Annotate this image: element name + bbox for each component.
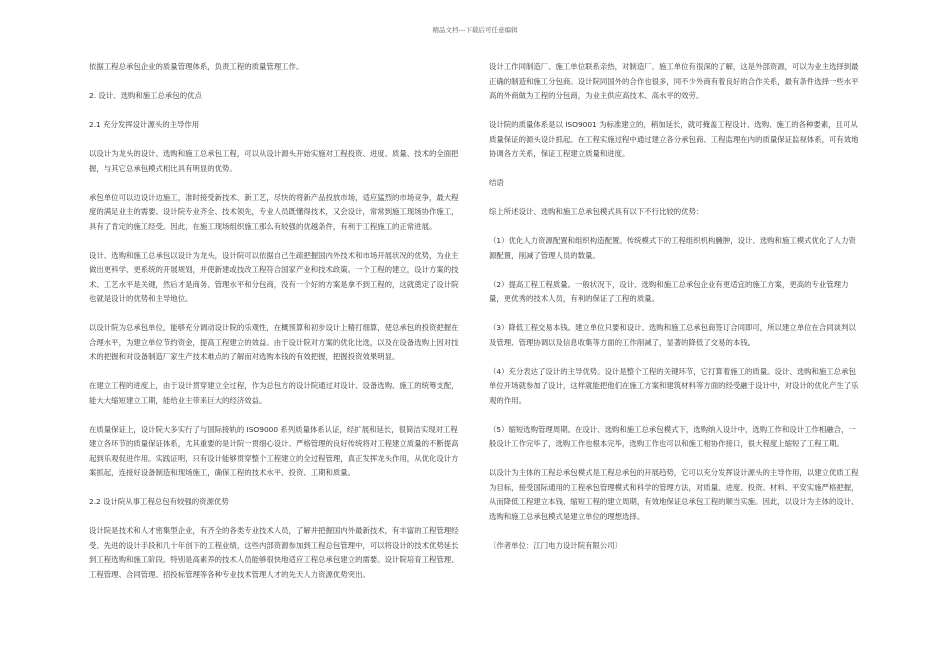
subsection-heading: 2.1 充分发挥设计源头的主导作用 [89,120,200,129]
paragraph: 以设计为主体的工程总承包模式是工程总承包的开展趋势，它可以充分发挥设计源头的主导作用，以建立优质工程为目标，接受国际通用的工程承包管理模式和科学的管理方法，对质量、进度、投资、材料、平安实施严格把握，从而降低工程建立本钱、缩短工程的建立周期，有效地保证总承包工程的顺当实施。因此，以设计为主体的设计、选购和施工总承包模式是建立单位的理想选择。 [489,468,859,521]
list-item: （3）降低工程交易本钱。建立单位只要和设计、选购和施工总承包商签订合同即可，所以建立单位在合同谈判以及管理、管理协调以及信息收集等方面的工作削减了，显著的降低了交易的本钱。 [489,323,856,347]
paragraph: 设计、选购和施工总承包以设计为龙头，设计院可以依据自己生疏把握国内外技术和市场开展状况的优势，为业主做出更科学、更系统的开展规划，并使新建或技改工程符合国家产业和技术政策。一个工程的建立，设计方案的技术、工艺水平是关键，然后才是商务、管理水平和分包商，没有一个好的方案是拿不到工程的，这就奠定了设计院也就是设计的优势和主导地位。 [89,250,459,303]
section-heading: 2. 设计、选购和施工总承包的优点 [89,91,202,100]
left-column [89,60,461,597]
subsection-heading: 2.2 设计院从事工程总包有较强的资源优势 [89,497,229,506]
paragraph: 设计院的质量体系是以 ISO9001 为标准建立的，稍加延长，就可掩盖工程设计、选购、施工的各种要素，且可从质量保证的源头设计抓起。在工程实施过程中通过建立各分承包商、工程监理在内的质量保证监视体系，可有效地协调各方关系，保证工程建立质量和进度。 [489,120,859,158]
right-column [489,60,861,568]
paragraph: 设计院是技术和人才密集型企业，有齐全的各类专业技术人员，了解并把握国内外最新技术，有丰富的工程管理经受、先进的设计手段和几十年创下的工程业绩，这些内部资源参加到工程总包管理中，可以将设计的技术优势延长到工程选购和施工阶段。特别是高素养的技术人员能够很快地适应工程总承包建立的需要。设计院培育工程管理、工程管理、合同管理、招投标管理等各种专业技术管理人才的先天人力资源优势突出。 [89,526,459,579]
list-item: （4）充分表达了设计的主导优势。设计是整个工程的关键环节，它打算着施工的质量。设计、选购和施工总承包单位开场就参加了设计，这样就能把他们在施工方案和建筑材料等方面的经受融于设计中，对设计的优化产生了乐观的作用。 [489,366,859,405]
list-item: （5）缩短选购管理周期。在设计、选购和施工总承包模式下，选购纳入设计中，选购工作和设计工作相融合，一般设计工作完毕了，选购工作也根本完毕，选购工作也可以和施工相协作接口，很大程度上缩短了工程工期。 [489,424,856,448]
list-item: （1）优化人力资源配置和组织构造配置。传统模式下的工程组织机构臃肿，设计、选购和施工模式优化了人力资源配置，削减了管理人员的数量。 [489,236,856,260]
paragraph: 在建立工程的进度上，由于设计贯穿建立全过程，作为总包方的设计院通过对设计、设备选购、施工的统筹支配，能大大缩短建立工期，能给业主带来巨大的经济效益。 [89,381,459,405]
paragraph: 依据工程总承包企业的质量管理体系，负责工程的质量管理工作。 [89,62,304,71]
paragraph: 综上所述设计、选购和施工总承包模式具有以下不行比较的优势： [489,207,704,216]
paragraph: 在质量保证上，设计院大多实行了与国际接轨的 ISO9000 系列质量体系认证，经扩展和延长，很简洁实现对工程建立各环节的质量保证体系，尤其重要的是计院一贯细心设计、严格管理的良好传统将对工程建立质量的不断提高起到乐观促进作用。实践证明，只有设计能够贯穿整个工程建立的全过程管理，真正发挥龙头作用，从优化设计方案抓起，连接好设备制造和现场施工，确保工程的技术水平、投资、工期和质量。 [89,424,459,477]
list-item: （2）提高工程工程质量。一般状况下，设计、选购和施工总承包企业有更适宜的施工方案，更高的专业管理力量，更优秀的技术人员，有利的保证了工程的质量。 [489,279,849,303]
paragraph: 以设计为龙头的设计、选购和施工总承包工程，可以从设计源头开始实施对工程投资、进度、质量、技术的全面把握，与其它总承包模式相比具有明显的优势。 [89,149,459,173]
author-affiliation: 〔作者单位：江门电力设计院有限公司〕 [489,540,623,550]
paragraph: 承包单位可以边设计边施工，准时接受新技术、新工艺，尽快的将新产品投放市场，适应猛烈的市场竞争，最大程度的满足业主的需要。设计院专业齐全、技术领先，专业人员既懂得技术，又会设计，常常到施工现场协作施工，具有了肯定的施工经受。因此，在施工现场组织施工那么有较强的优越条件，有利于工程施工的正常进展。 [89,192,459,231]
paragraph: 以设计院为总承包单位，能够充分调动设计院的乐观性，在概预算和初步设计上精打细算，使总承包的投资把握在合理水平，为建立单位节约资金，提高工程建立的效益。由于设计院对方案的优化比选，以及在设备选购上因对技术的把握和对设备制造厂家生产技术难点的了解而对选购本钱的有效把握，把握投资效果明显。 [89,323,459,361]
paragraph: 设计工作同制造厂、施工单位联系亲热，对制造厂、施工单位有很深的了解，这是外部资源，可以为业主选择到最正确的制造和施工分包商。设计院同国外的合作也很多，同不少外商有着良好的合作关系，最有条件选择一些水平高的外商做为工程的分包商，为业主供应高技术、高水平的效劳。 [489,62,859,100]
conclusion-heading: 结语 [489,178,504,187]
page-header: 精品文档---下载后可任意编辑 [432,26,518,34]
